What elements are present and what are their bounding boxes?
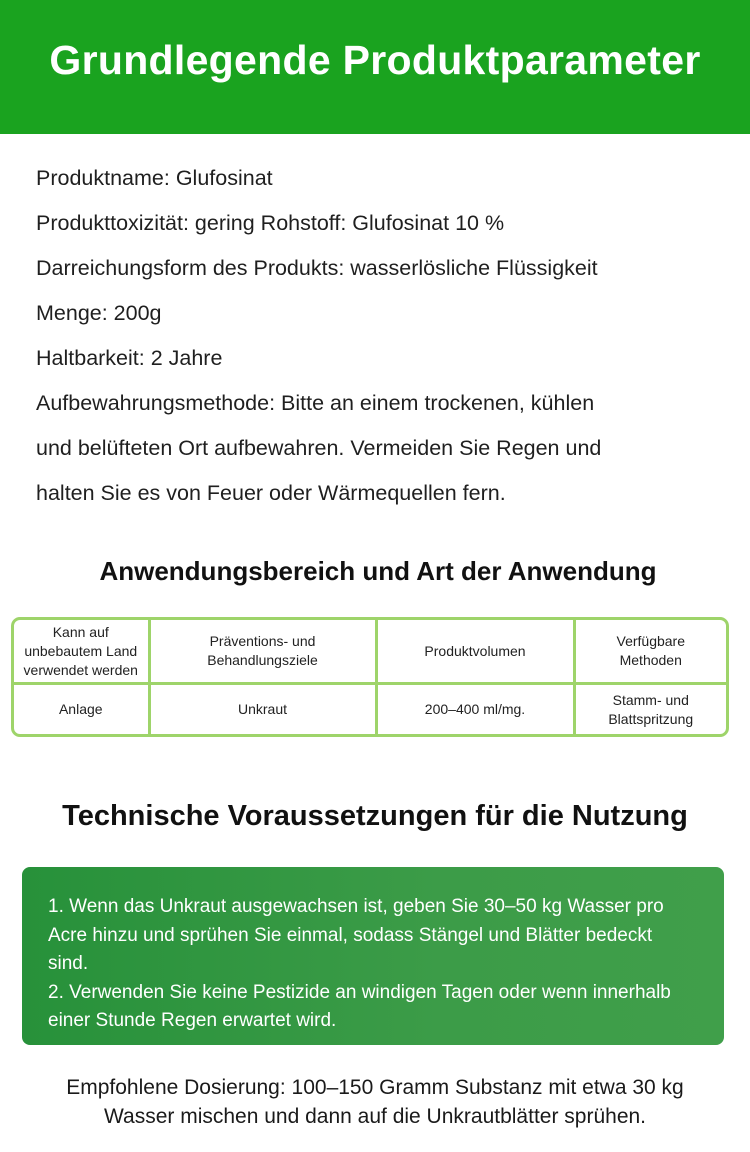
tech-line: 2. Verwenden Sie keine Pestizide an windigen Tagen oder wenn innerhalb xyxy=(48,981,671,1003)
param-line: und belüfteten Ort aufbewahren. Vermeiden Sie Regen und xyxy=(36,436,602,460)
tech-line: sind. xyxy=(48,953,89,974)
table-row xyxy=(14,684,726,735)
dosage-note xyxy=(0,1073,750,1131)
cell-line: verwendet werden xyxy=(23,661,138,678)
cell-line: unbebautem Land xyxy=(24,642,138,659)
param-line: Menge: 200g xyxy=(36,301,162,325)
table-header-cell xyxy=(14,620,149,684)
tech-section-title: Technische Voraussetzungen für die Nutzung xyxy=(62,800,688,832)
cell-line: 200–400 ml/mg. xyxy=(424,701,526,717)
header-banner xyxy=(0,0,750,134)
usage-section-title: Anwendungsbereich und Art der Anwendung xyxy=(99,556,657,586)
tech-line: Acre hinzu und sprühen Sie einmal, sodass Stängel und Blätter bedeckt xyxy=(48,924,653,946)
usage-table xyxy=(11,617,729,737)
param-line: Haltbarkeit: 2 Jahre xyxy=(36,346,223,370)
page-title: Grundlegende Produktparameter xyxy=(49,36,701,83)
table-header-cell xyxy=(574,620,726,684)
cell-line: Verfügbare xyxy=(616,633,685,649)
cell-line: Kann auf xyxy=(52,623,109,640)
table-header-cell xyxy=(376,620,574,684)
tech-line: 1. Wenn das Unkraut ausgewachsen ist, geben Sie 30–50 kg Wasser pro xyxy=(48,896,664,917)
param-line: halten Sie es von Feuer oder Wärmequellen fern. xyxy=(36,481,506,505)
cell-line: Präventions- und xyxy=(209,633,316,649)
table-cell xyxy=(574,684,726,735)
cell-line: Behandlungsziele xyxy=(207,652,318,668)
cell-line: Blattspritzung xyxy=(608,710,694,727)
cell-line: Stamm- und xyxy=(612,691,689,708)
table-header-cell xyxy=(149,620,376,684)
dosage-line: Wasser mischen und dann auf die Unkrautblätter sprühen. xyxy=(103,1105,647,1128)
cell-line: Produktvolumen xyxy=(424,642,526,659)
table-header-row xyxy=(14,620,726,684)
param-line: Produktname: Glufosinat xyxy=(36,166,273,190)
param-line: Produkttoxizität: gering Rohstoff: Glufosinat 10 % xyxy=(36,211,505,235)
table-cell xyxy=(149,684,376,735)
dosage-line: Empfohlene Dosierung: 100–150 Gramm Substanz mit etwa 30 kg xyxy=(66,1076,684,1099)
product-parameters xyxy=(36,156,716,516)
param-line: Aufbewahrungsmethode: Bitte an einem trockenen, kühlen xyxy=(36,391,595,415)
cell-line: Anlage xyxy=(58,701,103,717)
tech-requirements-box xyxy=(22,867,724,1045)
table-cell xyxy=(376,684,574,735)
tech-line: einer Stunde Regen erwartet wird. xyxy=(48,1010,337,1031)
param-line: Darreichungsform des Produkts: wasserlösliche Flüssigkeit xyxy=(36,256,598,280)
table-cell xyxy=(14,684,149,735)
cell-line: Unkraut xyxy=(237,701,288,717)
cell-line: Methoden xyxy=(619,652,682,668)
